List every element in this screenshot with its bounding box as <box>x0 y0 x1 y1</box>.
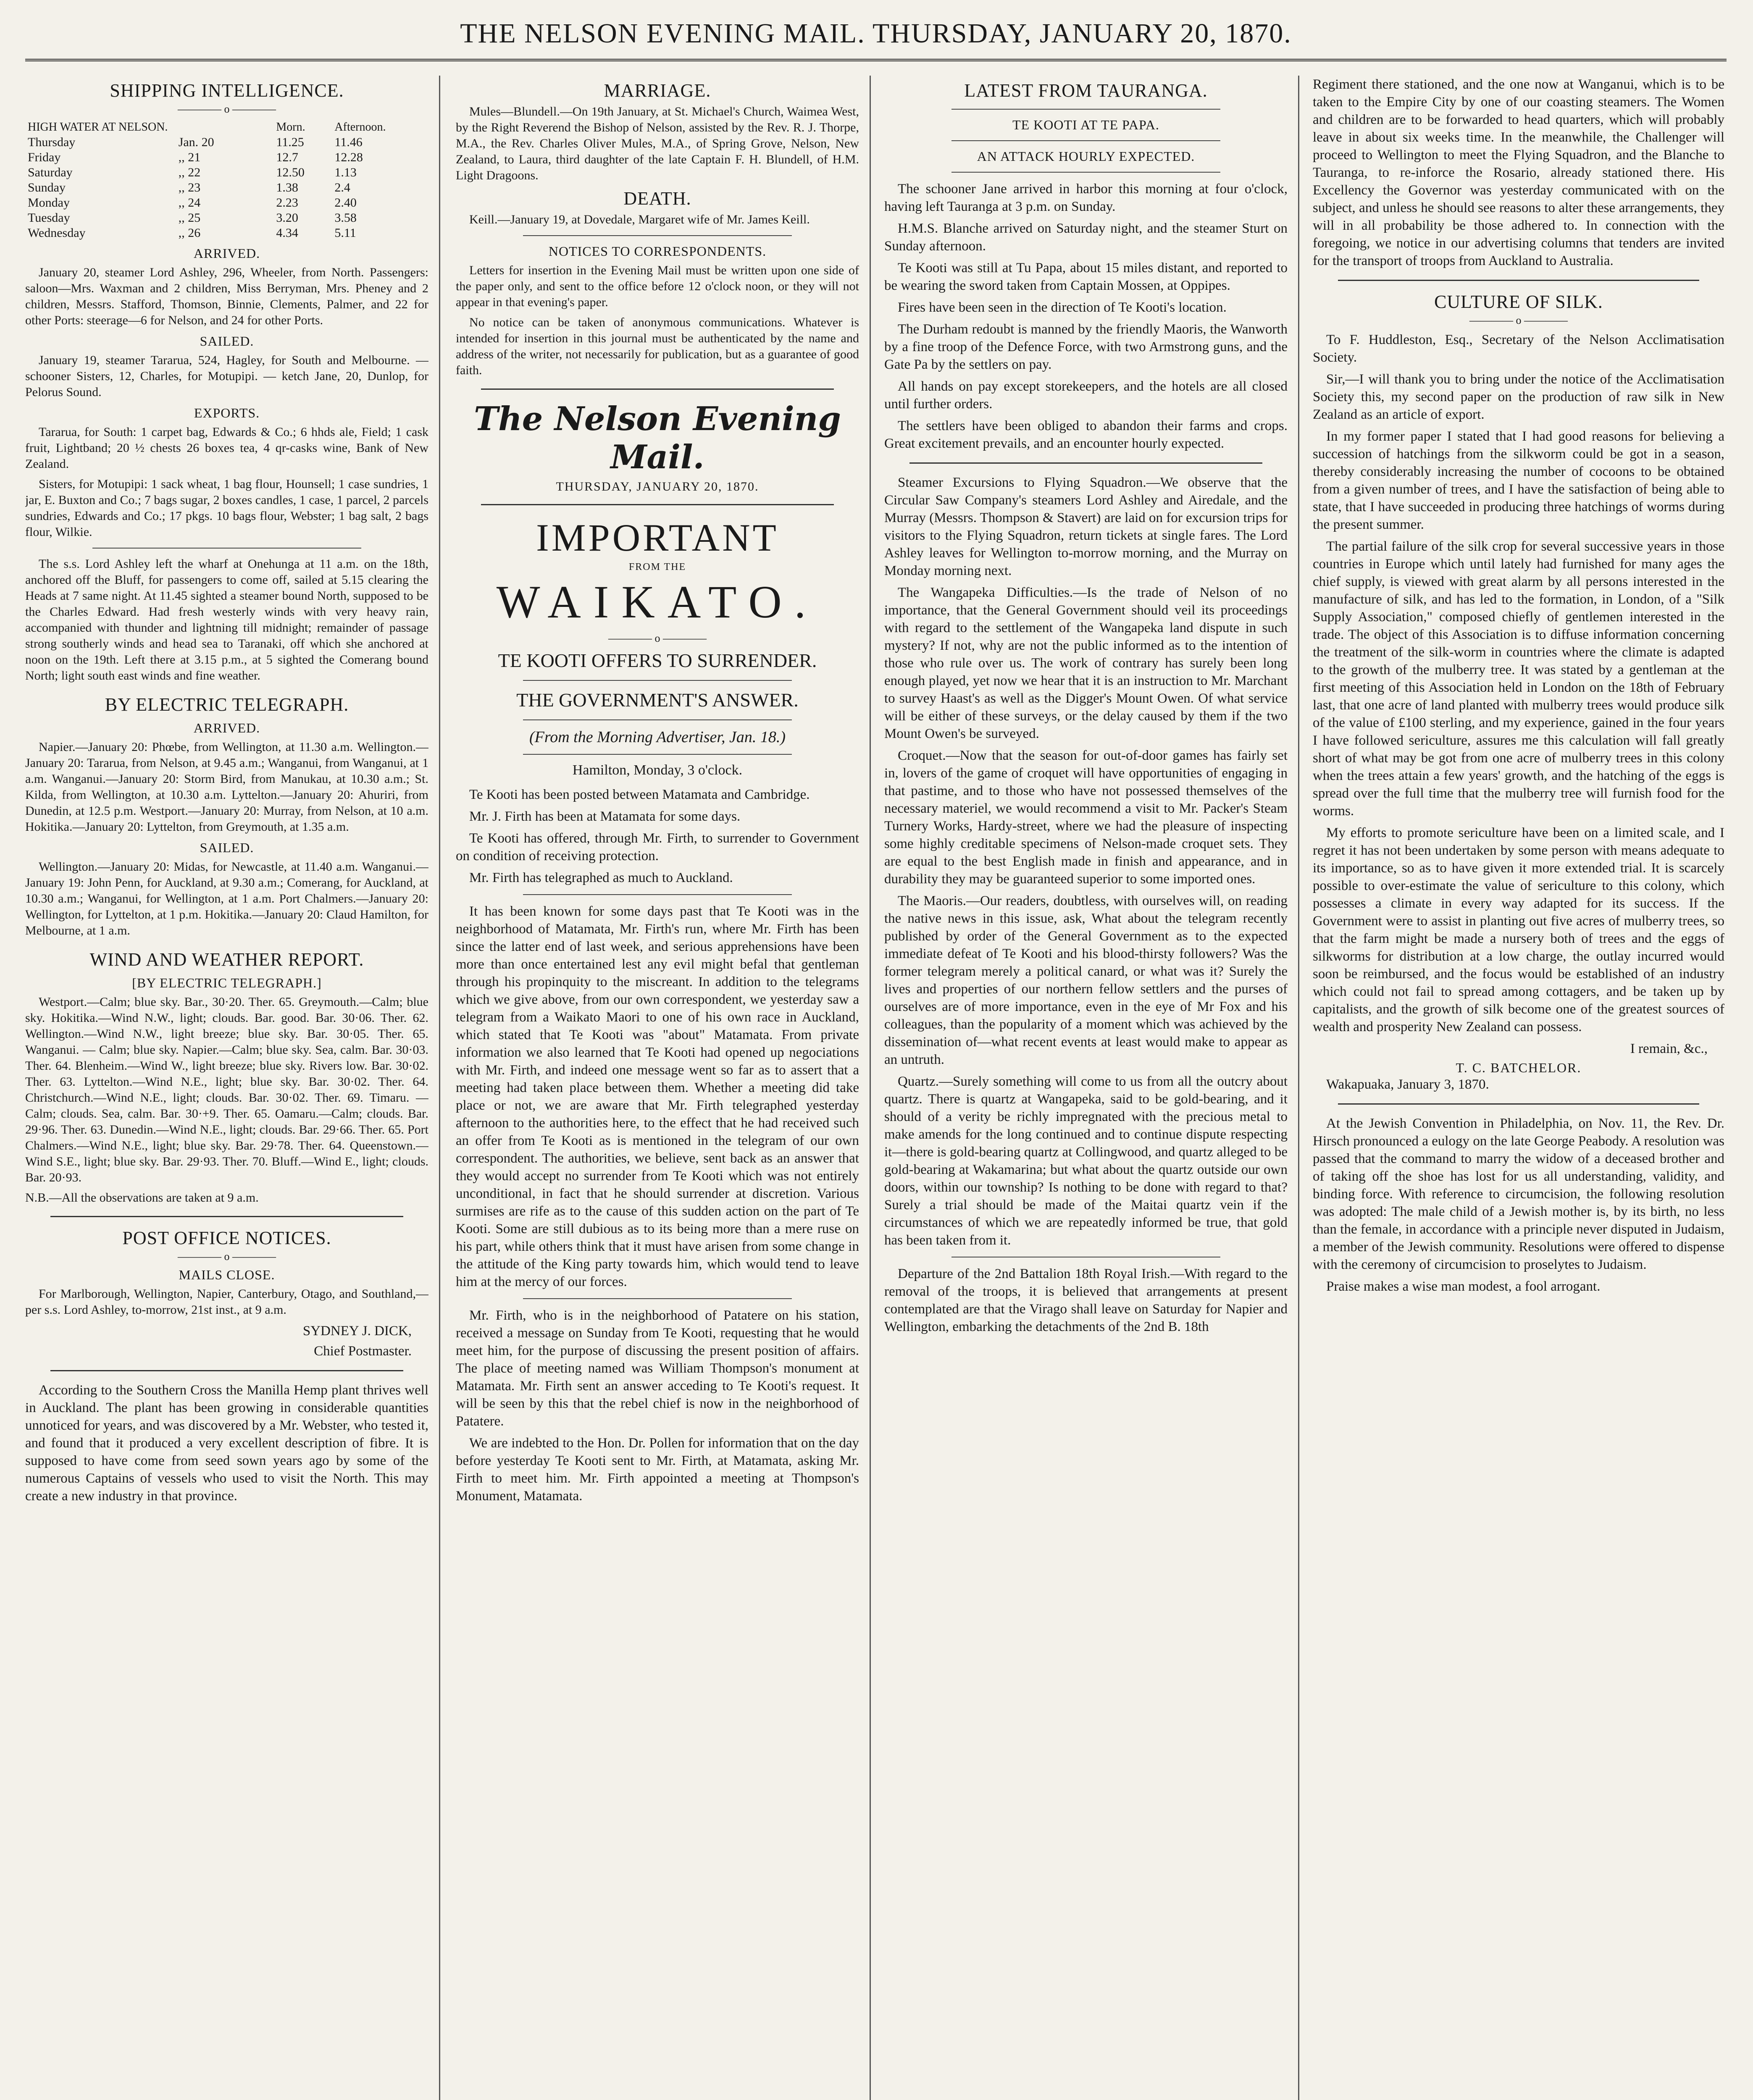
section-heading: LATEST FROM TAURANGA. <box>964 80 1208 101</box>
tide-table <box>25 120 428 241</box>
divider <box>25 1251 428 1262</box>
article-paragraph: The Maoris.—Our readers, doubtless, with ourselves will, on reading the native news in this issue, ask, What about the telegram recently published by order of the General Government as to the expected immediate defeat of Te Kooti and his blood-thirsty followers? Was the former telegram merely a political canard, or what was it? Surely the lives and properties of our northern fellow settlers and the purses of ourselves are of more importance, even in the eye of Mr Fox and his colleagues, than the popularity of a moment which was achieved by the dissemination of—what recent events at least would make to appear as an untruth. <box>884 893 1288 1067</box>
sub-heading: ARRIVED. <box>193 246 260 261</box>
sub-heading: ARRIVED. <box>193 720 260 735</box>
divider <box>50 1370 403 1371</box>
article-paragraph: The settlers have been obliged to abandon their farms and crops. Great excitement prevails, and an encounter hourly expected. <box>884 418 1288 451</box>
source-line: (From the Morning Advertiser, Jan. 18.) <box>529 728 786 746</box>
letter-signer: T. C. BATCHELOR. <box>1456 1060 1582 1075</box>
tide-day: Thursday <box>28 135 76 149</box>
tide-day: Saturday <box>28 165 73 179</box>
divider <box>951 172 1220 173</box>
tide-day: Monday <box>28 196 70 210</box>
column-rule <box>439 76 440 2100</box>
article-paragraph: Croquet.—Now that the season for out-of-door games has fairly set in, lovers of the game of croquet will have opportunities of engaging in that pastime, and to those who have not possessed themselves of the necessary materiel, we would recommend a visit to Mr. Packer's Steam Turnery Works, Hardy-street, where we had the pleasure of inspecting some highly creditable specimens of Nelson-made croquet sets. They are equal to the best English made in finish and appearance, and in durability they may be guaranteed superior to some imported ones. <box>884 748 1288 887</box>
letter-place-date: Wakapuaka, January 3, 1870. <box>1326 1077 1489 1092</box>
arrived-text: January 20, steamer Lord Ashley, 296, Wheeler, from North. Passengers: saloon—Mrs. Waxman and 2 children, Miss Berryman, Mrs. Pheney and 2 children, Messrs. Stafford, Thomson, Binnie, Clements, Palmer, and 22 for other Ports: steerage—6 for Nelson, and 24 for other Ports. <box>25 265 428 327</box>
headline: TE KOOTI OFFERS TO SURRENDER. <box>498 650 817 671</box>
divider <box>523 235 792 236</box>
letter-paragraph: The partial failure of the silk crop for several successive years in those countries in Europe which until lately had furnished for many ages the chief supply, is viewed with great alarm by all persons interested in the manufacture of silk, and has led to the formation, in London, of a "Silk Supply Association," composed chiefly of gentlemen interested in the trade. The object of this Association is to diffuse information concerning the treatment of the silk-worm in countries where the climate is adapted to the growth of the mulberry tree. It was stated by a gentleman at the first meeting of this Association held in London on the 18th of February last, that one acre of land planted with mulberry trees would produce silk of the value of £100 sterling, and my experience, gained in the four years I have followed sericulture, assures me this calculation will fall greatly short of what may be got from one acre of mulberry trees in this colony when the trees attain a few years' growth, and the hatching of the eggs is spread over the full time that the mulberry tree will furnish food for the worms. <box>1313 539 1724 819</box>
divider <box>481 504 834 505</box>
article-paragraph: Fires have been seen in the direction of Te Kooti's location. <box>898 300 1227 315</box>
letter-paragraph: My efforts to promote sericulture have been on a limited scale, and I regret it has not been undertaken by some person with means adequate to its importance, so as to have given it more extended trial. It is scarcely possible to over-estimate the value of sericulture to this colony, which possesses a climate in every way adapted for its success. If the Government were to assist in planting out five acres of mulberry trees, so that the farm might be made a nursery both of trees and the eggs of silkworms for distribution at a low charge, the outlay incurred would soon be reimbursed, and the focus would be established of an industry which could not fail to spread among cottagers, and be taken up by capitalists, and the growth of silk become one of the greatest sources of wealth and prosperity New Zealand can possess. <box>1313 825 1724 1034</box>
exports-text: Tararua, for South: 1 carpet bag, Edwards & Co.; 6 hhds ale, Field; 1 cask fruit, Lightband; 20 ½ chests 26 boxes tea, 4 qr-casks wine, Bank of New Zealand. <box>25 425 428 471</box>
tide-aft: 12.28 <box>334 150 363 164</box>
section-heading: DEATH. <box>623 188 691 209</box>
tide-morn: 3.20 <box>276 211 298 225</box>
article-paragraph: Steamer Excursions to Flying Squadron.—We observe that the Circular Saw Company's steamers Lord Ashley and Airedale, and the Murray (Messrs. Thompson & Stavert) are laid on for excursion trips for visitors to the Flying Squadron, return tickets at single fares. The Lord Ashley leaves for Wellington to-morrow morning, and the Murray on Monday morning next. <box>884 475 1288 578</box>
notices-text: No notice can be taken of anonymous communications. Whatever is intended for insertion in this journal must be authenticated by the name and address of the writer, not necessarily for publication, but as a guarantee of good faith. <box>456 315 859 377</box>
dateline: THURSDAY, JANUARY 20, 1870. <box>556 480 759 494</box>
tide-date: ,, 22 <box>178 165 201 179</box>
hemp-article: According to the Southern Cross the Manilla Hemp plant thrives well in Auckland. The plant has been growing in considerable quantities unnoticed for years, and was discovered by a Mr. Webster, who tested it, and found that it produced a very excellent description of fibre. It is supposed to have come from seed sown years ago by some of the numerous Captains of vessels who used to visit the North. This may create a new industry in that province. <box>25 1383 428 1504</box>
article-paragraph: Praise makes a wise man modest, a fool arrogant. <box>1326 1279 1601 1294</box>
sub-heading: SAILED. <box>200 840 254 855</box>
article-paragraph: H.M.S. Blanche arrived on Saturday night, and the steamer Sturt on Sunday afternoon. <box>884 221 1288 254</box>
section-heading: CULTURE OF SILK. <box>1434 291 1603 312</box>
section-heading: SHIPPING INTELLIGENCE. <box>110 80 344 101</box>
marriage-text: Mules—Blundell.—On 19th January, at St. Michael's Church, Waimea West, by the Right Reverend the Bishop of Nelson, assisted by the Rev. R. J. Thorpe, M.A., the Rev. Charles Oliver Mules, M.A., of Spring Grove, Nelson, New Zealand, to Laura, third daughter of the late Captain F. H. Blundell, of H.M. Light Dragoons. <box>456 105 859 182</box>
tide-label: HIGH WATER AT NELSON. <box>28 121 168 134</box>
voyage-narrative: The s.s. Lord Ashley left the wharf at Onehunga at 11 a.m. on the 18th, anchored off the Bluff, for passengers to come off, sailed at 5.15 clearing the Heads at 7 same night. At 11.45 sighted a steamer bound North, supposed to be the Charles Edward. Had fresh westerly winds with very heavy rain, accompanied with thunder and lightning till midnight; remainder of passage strong southerly winds and head sea to Taranaki, off which she anchored at noon on the 19th. Left there at 3.15 p.m., at 5 sighted the Comerang bound North; light south east winds and fine weather. <box>25 557 428 682</box>
divider <box>523 754 792 755</box>
article-paragraph: Departure of the 2nd Battalion 18th Royal Irish.—With regard to the removal of the troops, it is believed that arrangements at present contemplated are that the Virago shall leave on Saturday for Napier and Wellington, embarking the detachments of the 2nd B. 18th <box>884 1266 1288 1334</box>
article-paragraph: All hands on pay except storekeepers, and the hotels are all closed until further orders. <box>884 379 1288 412</box>
divider <box>951 140 1220 141</box>
tide-date: ,, 24 <box>178 196 201 210</box>
table-row <box>25 210 428 226</box>
masthead <box>25 8 1727 61</box>
notices-text: Letters for insertion in the Evening Mail must be written upon one side of the paper only, and sent to the office before 12 o'clock noon, or they will not appear in that evening's paper. <box>456 263 859 309</box>
sub-heading: [BY ELECTRIC TELEGRAPH.] <box>132 975 322 990</box>
tide-date: ,, 23 <box>178 181 201 194</box>
article-paragraph: Te Kooti was still at Tu Papa, about 15 miles distant, and reported to be wearing the sword taken from Captain Mossen, at Oppipes. <box>884 260 1288 293</box>
article-paragraph: It has been known for some days past that Te Kooti was in the neighborhood of Matamata, Mr. Firth's run, where Mr. Firth has been since the latter end of last week, and serious apprehensions have been more than once entertained lest any evil might befal that gentleman through his propinquity to the miscreant. In addition to the telegrams which we give above, from our own correspondent, we yesterday saw a telegram from a Waikato Maori to one of his own race in Auckland, which stated that Te Kooti was "about" Matamata. From private information we also learned that Te Kooti had opened up negociations with Mr. Firth, and indeed one message went so far as to assert that a meeting had taken place between them. Whether a meeting did take place or not, we are aware that Mr. Firth telegraphed yesterday afternoon to the authorities here, to the effect that he had received such an offer from Te Kooti as is mentioned in the telegram of our own correspondent. The authorities, we believe, sent back as an answer that they would accept no surrender from Te Kooti which was not entirely unconditional, in fact that he should surrender at discretion. Various surmises are rife as to the cause of this sudden action on the part of Te Kooti. Some are still dubious as to its being more than a mere ruse on his part, while others think that it must have arisen from some change in the attitude of the King party towards him, which would tend to leave him at the mercy of our forces. <box>456 904 859 1289</box>
nameplate: The Nelson Evening Mail. <box>474 400 841 476</box>
tide-aft: 5.11 <box>334 226 356 240</box>
letter-address: To F. Huddleston, Esq., Secretary of the Nelson Acclimatisation Society. <box>1313 332 1724 365</box>
article-paragraph: At the Jewish Convention in Philadelphia, on Nov. 11, the Rev. Dr. Hirsch pronounced a eulogy on the late George Peabody. A resolution was passed that the command to marry the widow of a deceased brother and of taking off the shoe has lost for us all understanding, validity, and binding force. With reference to circumcision, the following resolution was adopted: The male child of a Jewish mother is, by its birth, no less than the female, in accordance with a principle never disputed in Judaism, a member of the Jewish community. Resolutions were offered to dispense with the ceremony of circumcision to proselytes to Judaism. <box>1313 1116 1724 1272</box>
post-text: For Marlborough, Wellington, Napier, Canterbury, Otago, and Southland,—per s.s. Lord Ashley, to-morrow, 21st inst., at 9 a.m. <box>25 1287 428 1317</box>
place-time: Hamilton, Monday, 3 o'clock. <box>572 762 743 778</box>
tide-aft: 2.4 <box>334 181 350 194</box>
divider <box>523 719 792 720</box>
tide-date: ,, 21 <box>178 150 201 164</box>
section-heading: MARRIAGE. <box>604 80 711 101</box>
tide-aft: 3.58 <box>334 211 357 225</box>
column-3 <box>884 76 1288 2100</box>
telegraph-arrived-text: Napier.—January 20: Phœbe, from Wellington, at 11.30 a.m. Wellington.—January 20: Tararua, from Nelson, at 9.45 a.m.; Wanganui, from Wanganui, at 1 a.m. Wanganui.—January 20: Storm Bird, from Manukau, at 10.30 a.m.; St. Kilda, from Wellington, at 10.30 a.m. Lyttelton.—January 20: Ahuriri, from Dunedin, at 12.5 p.m. Westport.—January 20: Murray, from Nelson, at 10 a.m. Hokitika.—January 20: Lyttelton, from Greymouth, at 1.35 a.m. <box>25 740 428 834</box>
tide-morn: 12.7 <box>276 150 298 164</box>
table-row <box>25 120 428 135</box>
telegram-line: Te Kooti has offered, through Mr. Firth, to surrender to Government on condition of receiving protection. <box>456 831 859 864</box>
divider <box>1313 315 1724 326</box>
sub-heading: SAILED. <box>200 333 254 349</box>
sailed-text: January 19, steamer Tararua, 524, Hagley, for South and Melbourne. — schooner Sisters, 12, Charles, for Motupipi. — ketch Jane, 20, Dunlop, for Pelorus Sound. <box>25 353 428 399</box>
sub-heading: NOTICES TO CORRESPONDENTS. <box>548 244 767 259</box>
table-row <box>25 180 428 195</box>
divider <box>1338 1103 1699 1105</box>
telegraph-section <box>25 694 428 939</box>
table-row <box>25 226 428 241</box>
tide-day: Sunday <box>28 181 66 194</box>
article-paragraph: Regiment there stationed, and the one now at Wanganui, which is to be taken to the Empire City by one of our coasting steamers. The Women and children are to be forwarded to head quarters, which will probably leave in about six weeks time. In the meanwhile, the Challenger will proceed to Wellington to meet the Flying Squadron, and the Blanche to Tauranga, to re-inforce the Rosario, already stationed there. His Excellency the Governor was yesterday communicated with on the subject, and unless he should see reasons to alter these arrangements, they will in all probability be those adhered to. In connection with the foregoing, we notice in our advertising columns that tenders are invited for the transport of troops from Auckland to Australia. <box>1313 77 1724 268</box>
tide-morn: 12.50 <box>276 165 305 179</box>
telegram-line: Mr. Firth has telegraphed as much to Auckland. <box>469 870 733 885</box>
divider <box>481 388 834 390</box>
table-row <box>25 135 428 150</box>
article-paragraph: Quartz.—Surely something will come to us from all the outcry about quartz. There is quartz at Wangapeka, said to be gold-bearing, and it should of a verity be richly impregnated with the precious metal to make amends for the long continued and to continue dispute respecting it—there is gold-bearing quartz at Collingwood, and quartz alleged to be gold-bearing at Wakamarina; but what about the quartz outside our own doors, within our township? Is nothing to be done with regard to that? Surely a trial should be made of the Maitai quartz vein if the circumstances of which we are repeatedly informed be true, that gold has been taken from it. <box>884 1074 1288 1248</box>
divider <box>92 548 361 549</box>
post-signer-title: Chief Postmaster. <box>314 1344 412 1359</box>
column-2 <box>456 76 859 2100</box>
death-text: Keill.—January 19, at Dovedale, Margaret wife of Mr. James Keill. <box>469 213 810 226</box>
masthead-title: THE NELSON EVENING MAIL. THURSDAY, JANUARY 20, 1870. <box>460 18 1292 49</box>
sub-heading: MAILS CLOSE. <box>179 1267 275 1282</box>
column-rule <box>870 76 871 2100</box>
telegram-line: Te Kooti has been posted between Matamata and Cambridge. <box>469 787 810 802</box>
headline-connector: FROM THE <box>628 562 686 572</box>
headline: WAIKATO. <box>496 576 819 627</box>
headline: IMPORTANT <box>536 516 779 559</box>
table-row <box>25 165 428 180</box>
column-rule <box>1298 76 1299 2100</box>
divider <box>50 1216 403 1217</box>
section-heading: WIND AND WEATHER REPORT. <box>89 949 364 970</box>
headline: THE GOVERNMENT'S ANSWER. <box>516 689 799 711</box>
telegraph-sailed-text: Wellington.—January 20: Midas, for Newcastle, at 11.40 a.m. Wanganui.—January 19: John Penn, for Auckland, at 9.30 a.m.; Comerang, for Auckland, at 10.30 a.m.; Wanganui, for Wellington, at 1 a.m. Port Chalmers.—January 20: Wellington, for Lyttelton, at 1 p.m. Hokitika.—January 20: Claud Hamilton, for Melbourne, at 1 a.m. <box>25 860 428 937</box>
tide-morn: 11.25 <box>276 135 304 149</box>
post-office-section <box>25 1227 428 1360</box>
divider <box>25 104 428 115</box>
divider <box>523 894 792 895</box>
article-paragraph: The schooner Jane arrived in harbor this morning at four o'clock, having left Tauranga at 3 p.m. on Sunday. <box>884 181 1288 214</box>
divider <box>523 1298 792 1299</box>
divider <box>909 462 1262 464</box>
sub-heading: AN ATTACK HOURLY EXPECTED. <box>977 149 1195 164</box>
tide-day: Tuesday <box>28 211 70 225</box>
tide-morn: 1.38 <box>276 181 298 194</box>
sub-heading: TE KOOTI AT TE PAPA. <box>1012 117 1159 132</box>
weather-text: Westport.—Calm; blue sky. Bar., 30·20. Ther. 65. Greymouth.—Calm; blue sky. Hokitika.—Wind N.W., light; clouds. Bar. good. Bar. 30·06. Ther. 62. Wellington.—Wind N.W., light breeze; blue sky. Bar. 30·05. Ther. 65. Wanganui. — Calm; blue sky. Napier.—Calm; blue sky. Sea, calm. Bar. 30·03. Ther. 64. Blenheim.—Wind W., light breeze; blue sky. Rivers low. Bar. 30·02. Ther. 63. Lyttelton.—Wind N.E., light; blue sky. Bar. 30·02. Ther. 64. Christchurch.—Wind N.E., light; clouds. Bar. 30·02. Ther. 69. Timaru. — Calm; clouds. Sea, calm. Bar. 30·+9. Ther. 65. Oamaru.—Calm; clouds. Bar. 29·96. Ther. 63. Dunedin.—Wind N.E., light; clouds. Bar. 29·66. Ther. 65. Port Chalmers.—Wind N.E., light; blue sky. Bar. 29·78. Ther. 64. Queenstown.—Wind S.E., light; blue sky. Bar. 29·93. Ther. 70. Bluff.—Wind E., light; clouds. Bar. 20·93. <box>25 995 428 1184</box>
article-paragraph: We are indebted to the Hon. Dr. Pollen for information that on the day before yesterday Te Kooti sent to Mr. Firth, at Matamata, asking Mr. Firth to meet him. Mr. Firth appointed a meeting at Thompson's Monument, Matamata. <box>456 1436 859 1504</box>
weather-section <box>25 949 428 1206</box>
post-signer: SYDNEY J. DICK, <box>302 1323 412 1339</box>
exports-text: Sisters, for Motupipi: 1 sack wheat, 1 bag flour, Hounsell; 1 case sundries, 1 jar, E. Buxton and Co.; 7 bags sugar, 2 boxes candles, 1 case, 1 parcel, 2 parcels sundries, Edwards and Co.; 17 pkgs. 10 bags flour, Webster; 1 bag salt, 2 bags flour, Wilkie. <box>25 477 428 539</box>
tide-morn: 4.34 <box>276 226 298 240</box>
tide-morn-header: Morn. <box>276 121 305 134</box>
tide-aft-header: Afternoon. <box>334 121 386 134</box>
letter-paragraph: In my former paper I stated that I had good reasons for believing a succession of hatchings from the silkworm could be got in a season, thereby considerably increasing the number of cocoons to be obtained from a given number of trees, and I have the satisfaction of being able to state, that I have succeeded in producing three hatchings of worms during the present summer. <box>1313 429 1724 532</box>
tide-day: Wednesday <box>28 226 86 240</box>
section-heading: POST OFFICE NOTICES. <box>122 1228 331 1248</box>
tide-date: ,, 26 <box>178 226 201 240</box>
article-paragraph: The Durham redoubt is manned by the friendly Maoris, the Wanworth by a fine troop of the Defence Force, with two Armstrong guns, and the Gate Pa by the settlers on pay. <box>884 322 1288 372</box>
tide-date: ,, 25 <box>178 211 201 225</box>
divider <box>523 680 792 681</box>
column-1 <box>25 76 428 2100</box>
shipping-section <box>25 80 428 684</box>
telegram-line: Mr. J. Firth has been at Matamata for some days. <box>469 809 741 824</box>
column-4 <box>1313 76 1724 2100</box>
article-paragraph: The Wangapeka Difficulties.—Is the trade of Nelson of no importance, that the General Government should veil its proceedings with regard to the settlement of the Wangapeka land dispute in such mystery? If not, why are not the public informed as to the intention of those who rule over us. The work of contrary has surely been long enough played, yet now we hear that it is an instruction to Mr. Marchant to survey Haast's as well as the Digger's Mount Owen. Of what service will be either of these surveys, or the delay caused by them if the two Mount Owen's be surveyed. <box>884 585 1288 741</box>
section-heading: BY ELECTRIC TELEGRAPH. <box>105 694 349 715</box>
divider <box>951 109 1220 110</box>
weather-note: N.B.—All the observations are taken at 9 a.m. <box>25 1191 259 1205</box>
table-row <box>25 150 428 165</box>
letter-paragraph: Sir,—I will thank you to bring under the notice of the Acclimatisation Society this, my second paper on the production of raw silk in New Zealand as an article of export. <box>1313 372 1724 422</box>
article-paragraph: Mr. Firth, who is in the neighborhood of Patatere on his station, received a message on Sunday from Te Kooti, requesting that he would meet him, for the purpose of discussing the present position of affairs. The place of meeting named was William Thompson's monument at Matamata. Mr. Firth sent an answer acceding to Te Kooti's request. It will be seen by this that the rebel chief is now in the neighborhood of Patatere. <box>456 1308 859 1429</box>
tide-morn: 2.23 <box>276 196 298 210</box>
table-row <box>25 195 428 210</box>
divider <box>456 633 859 644</box>
tide-aft: 11.46 <box>334 135 363 149</box>
divider <box>1338 280 1699 281</box>
tide-date: Jan. 20 <box>178 135 214 149</box>
sub-heading: EXPORTS. <box>194 405 260 420</box>
tide-aft: 2.40 <box>334 196 357 210</box>
tide-aft: 1.13 <box>334 165 357 179</box>
letter-closing: I remain, &c., <box>1630 1041 1708 1056</box>
tide-day: Friday <box>28 150 61 164</box>
